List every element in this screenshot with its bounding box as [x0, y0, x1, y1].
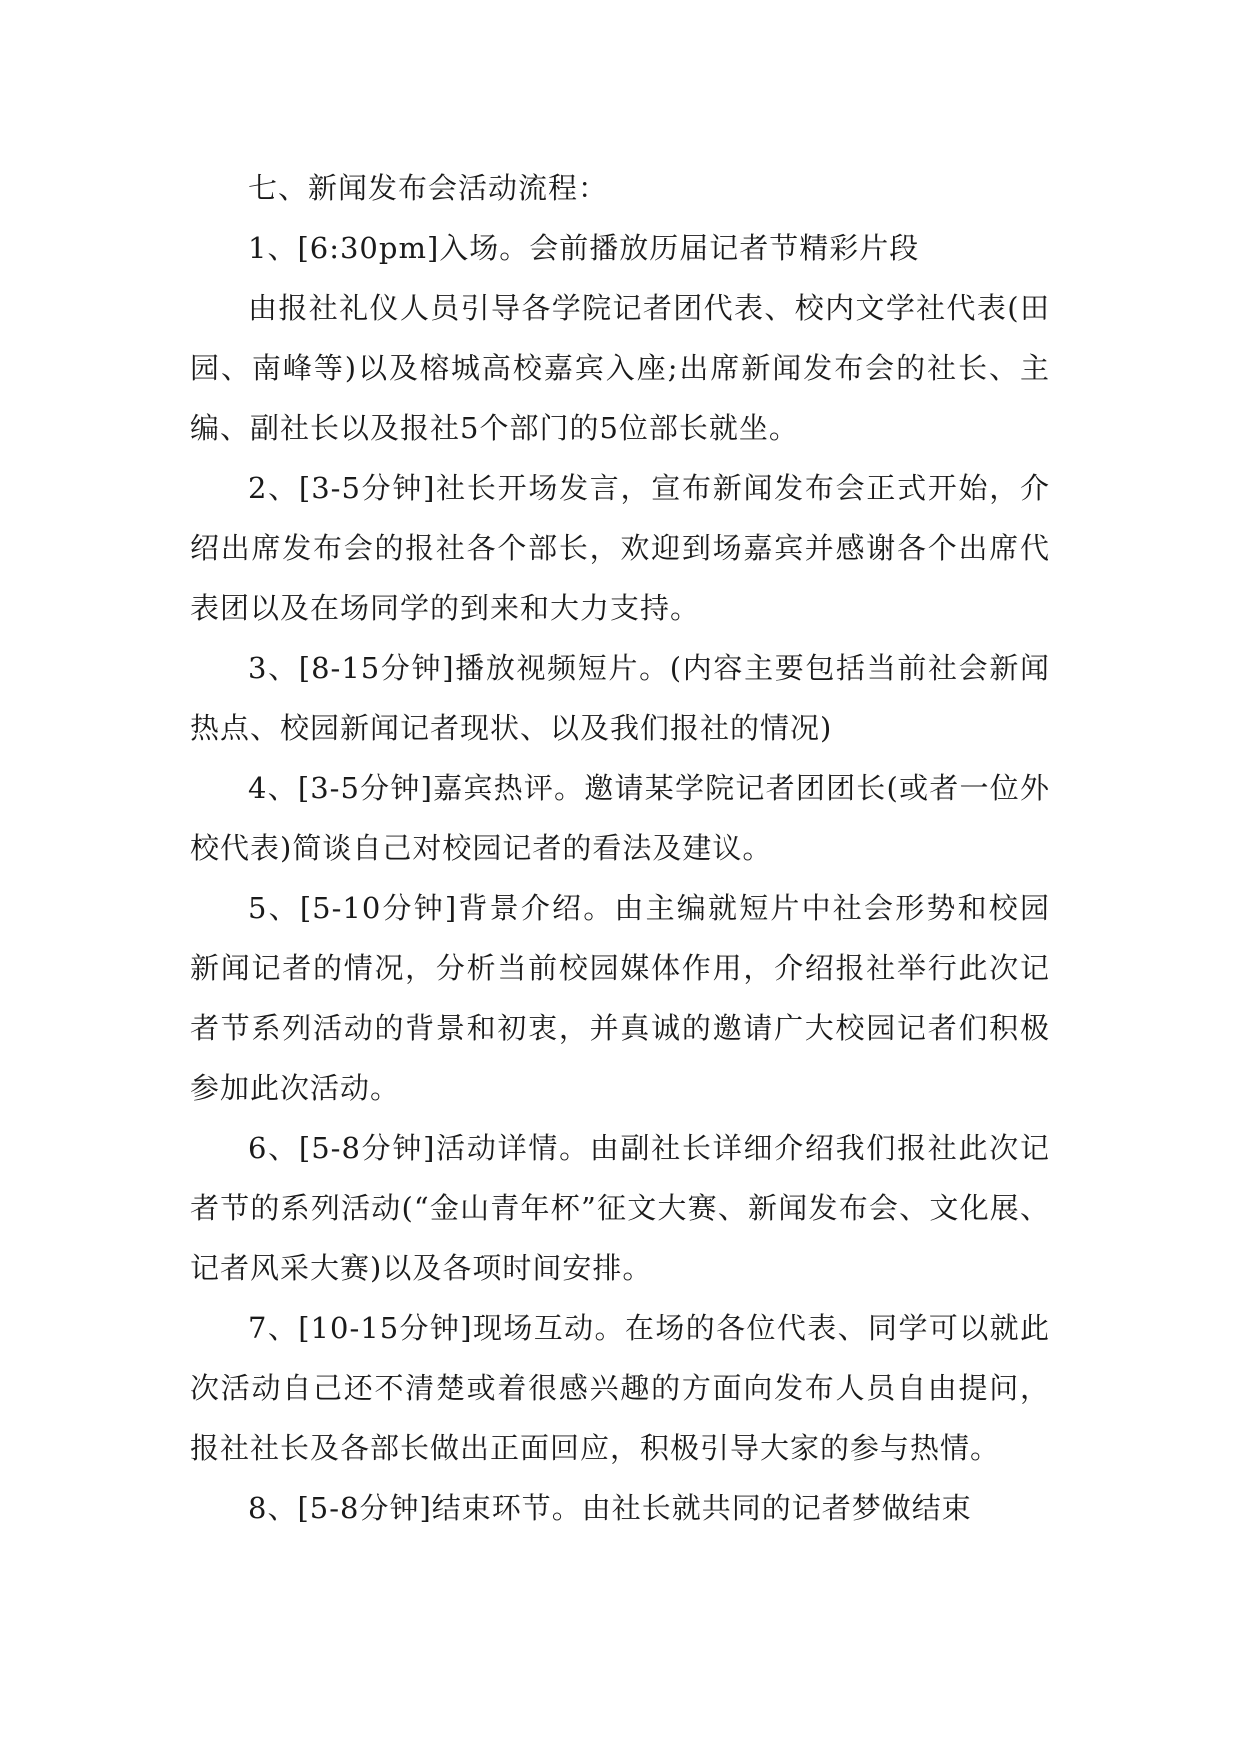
paragraph-step-8: 8、[5-8分钟]结束环节。由社长就共同的记者梦做结束 — [248, 1491, 972, 1525]
document-body — [190, 158, 1050, 1538]
section-heading: 七、新闻发布会活动流程： — [248, 171, 609, 205]
paragraph-step-6: 6、[5-8分钟]活动详情。由副社长详细介绍我们报社此次记者节的系列活动(“金山青年杯”征文大赛、新闻发布会、文化展、记者风采大赛)以及各项时间安排。 — [190, 1131, 1050, 1285]
paragraph-step-1: 1、[6:30pm]入场。会前播放历届记者节精彩片段 — [248, 231, 920, 265]
paragraph-step-3: 3、[8-15分钟]播放视频短片。(内容主要包括当前社会新闻热点、校园新闻记者现状、以及我们报社的情况) — [190, 651, 1050, 745]
paragraph-step-2: 2、[3-5分钟]社长开场发言，宣布新闻发布会正式开始，介绍出席发布会的报社各个部长，欢迎到场嘉宾并感谢各个出席代表团以及在场同学的到来和大力支持。 — [190, 471, 1050, 625]
paragraph-step-1-detail: 由报社礼仪人员引导各学院记者团代表、校内文学社代表(田园、南峰等)以及榕城高校嘉宾入座;出席新闻发布会的社长、主编、副社长以及报社5个部门的5位部长就坐。 — [190, 291, 1050, 445]
paragraph-step-5: 5、[5-10分钟]背景介绍。由主编就短片中社会形势和校园新闻记者的情况，分析当前校园媒体作用，介绍报社举行此次记者节系列活动的背景和初衷，并真诚的邀请广大校园记者们积极参加此次活动。 — [190, 891, 1050, 1105]
paragraph-step-7: 7、[10-15分钟]现场互动。在场的各位代表、同学可以就此次活动自己还不清楚或着很感兴趣的方面向发布人员自由提问，报社社长及各部长做出正面回应，积极引导大家的参与热情。 — [190, 1311, 1050, 1465]
paragraph-step-4: 4、[3-5分钟]嘉宾热评。邀请某学院记者团团长(或者一位外校代表)简谈自己对校园记者的看法及建议。 — [190, 771, 1050, 865]
